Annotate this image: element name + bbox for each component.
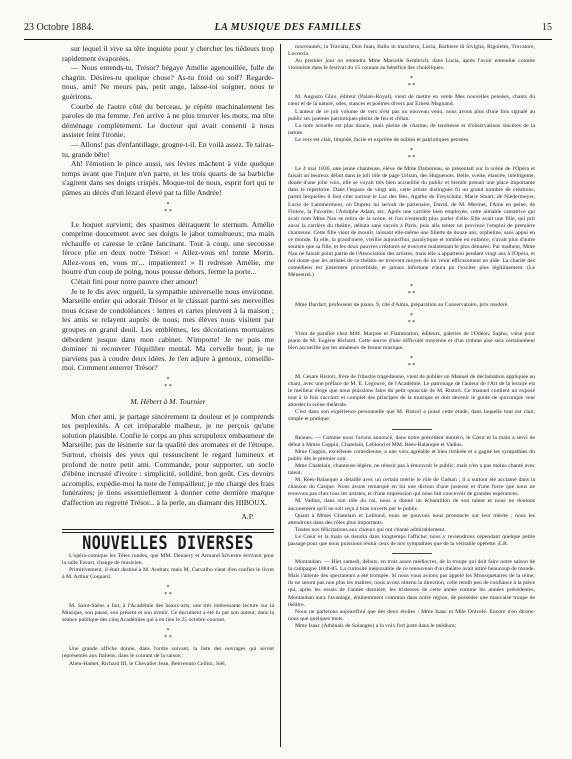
paragraph: Quant à Mmes Chatelain et Leblond, nous ne pouvons nous prononcer sur leur mérite ; nous les attendrons dans des rôles plus importants.	[288, 512, 535, 526]
paragraph: Aben-Hamet, Richard III, le Chevalier Jean, Benvenuto Cellini, Joël,	[69, 660, 227, 667]
section-asterism: * * *	[164, 628, 172, 642]
section-asterism: * * *	[407, 355, 416, 369]
paragraph: Toutes nos félicitations aux chœurs qui ont chanté admirablement.	[295, 526, 446, 533]
paragraph: Je te le dis avec orgueil, la sympathie universelle nous environne. Marseille entier qui adorait Trésor et le classait parmi ses merveilles nous écrase de condoléances : lettres et cartes pleuvent à la maison ; les amis se relayent auprès de nous; mes élèves nous visitent par groupes en grand deuil. Les emblèmes, les décorations mortuaires débordent jusque dans mon cabinet. N'importe! Je ne puis me dominer ni recouvrer l'équilibre mental. Ma cervelle bout; je ne parviens pas à coudre deux idées. Je t'en adjure à genoux, conseille-moi. Comment enterrer Trésor?	[62, 286, 274, 373]
paragraph: Rennes. — Comme nous l'avons annoncé, dans notre précédent numéro, le Cœur et la main a servi de début à Mmes Coppin, Chatelain, Leblond et MM. Rèes-Balanque et Vadius.	[288, 434, 535, 448]
paragraph: C'était fini pour notre pauvre cher amour!	[71, 277, 198, 287]
paragraph: Une grande affiche donne, dans l'ordre suivant, la liste des ouvrages qui seront représentés aux Italiens, dans le courant de la saison :	[62, 646, 274, 660]
paragraph: Vient de paraître chez MM. Marpon et Flammarion, éditeurs, galeries de l'Odéon, Sapho, valse pour piano de M. Eugène Richard. Cette œuvre d'une difficulté moyenne et d'un rythme aisé sera certainement bien accueillie par les amateurs de bonne musique.	[288, 330, 535, 351]
paragraph: Le 4 mai 1836, une jeune chanteuse, élève de Mme Damoreau, se présentait sur la scène de l'Opéra et faisait un heureux début dans le joli rôle de page Urbain, des Huguenots. Belle, svelte, élancée, intelligente, douée d'une jolie voix, elle se voyait très bien accueillie du public et bientôt prenait une place importante dans le répertoire. Dans l'espace de vingt ans, cette artiste distinguée fit un grand nombre de créations, parmi lesquelles il faut citer surtout le Lac des fées, Agathe du Freyschütz, Marie Stuart, de Niedermeyer, Lucie de Lammermoor, où Duprez lui servait de partenaire, David, de M. Mermet, l'Ame en peine, de Flotow, la Favorite, l'Adolphe Adam, etc. Après une carrière bien employée, cette aimable cantatrice qui avait nom Mme Nau se retira de la scène, et l'on n'entendit plus parler d'elle. Elle avait une fille, qui prit aussi la carrière du théâtre, débuta sans succès à Paris, puis alla tenter un province l'emploi de première chanteuse. Cette fille vient de mourir, laissant elle-même une fillette de douze ans, orpheline, sans appui en ce monde. Et elle, la grand'mère, vieillie aujourd'hui, paralytique et tombée en enfance, n'avait plus d'autre soutien que sa fille, et les deux pauvres créatures se trouvent maintenant le plus dénuées. Par malheur, Mme Nau ne faisait point partie de l'Association des artistes; mais elle a appartenu pendant vingt ans à l'Opéra, et nul doute que les artistes de ce théâtre ne trouvent moyen de lui venir efficacement en aide. La charité des comédiens est justement proverbiale, et jamais infortune n'aura pu l'exciter plus légitimement. (Le Ménestrel.)	[288, 166, 535, 279]
paragraph: C'est dans son expérience personnelle que M. Ristori a puisé cette étude, dans laquelle tout est clair, simple et pratique.	[288, 409, 535, 423]
author-signature: A.P.	[241, 511, 254, 521]
paragraph: Montauban. — Hier samedi, débuts, en trois assez médiocres, de la troupe qui doit faire notre saison de la campagne 1884-85. La curiosité inépuisable de ce renouveau d'un théâtre avait attiré beaucoup de monde. Mais l'attente des spectateurs a été trompée. Si nous vous avions pas appelé les Mousquetaires de la reine; ils ne seront pas non plus les maîtres; nous avons obtenu la direction, celle rendit peu de confiance à la pièce qui, après les essais de l'année dernière; les tristesses de cette année comme les années précédentes, Montauban aura l'avantage, éminemment commun dans notre région, de posséder une mauvaise troupe de théâtre.	[288, 559, 535, 608]
section-title: NOUVELLES DIVERSES	[82, 531, 254, 555]
news-items	[62, 553, 274, 668]
paragraph: La note actuelle est plus douce, mais pleine de charme, de tendresse et d'observations sincères de la nature.	[288, 122, 535, 136]
header-rule	[24, 39, 552, 40]
paragraph: Mme Dardart, professeur de piano, 9, cité d'Alma, préparation au Conservatoire, prix modéré.	[295, 301, 509, 308]
column-divider	[280, 44, 281, 747]
paragraph: M. Rèes-Balanque a détaillé avec un certain mérite le rôle de Gaëtan ; il a surtout été acclamé dans la chanson du Casque. Nous avons remarqué en lui une diction d'une justesse et d'une force que nous ne trouvons pas chez tous les artistes, et d'une impression qui nous fait concevoir de grandes espérances.	[288, 477, 535, 498]
paragraph: nouveautés; la Traviata, Don Juan, Ballo in maschera, Lucia, Barbiere di Siviglia, Rigoletto, Trovatore, Lucrezia.	[288, 44, 535, 58]
story-part-3	[62, 412, 274, 508]
paragraph: Mme Coppin, excellente comédienne, a une voix agréable et bien timbrée et a gagné les sympathies du public dès le premier soir.	[288, 448, 535, 462]
section-asterism: * * *	[407, 312, 416, 326]
paragraph: M. Cesare Ristori, frère de l'illustre tragédienne, vient de publier un Manuel de déclamation appliquée au chant, avec une préface de M. E. Legouvé, de l'Académie. Le patronage de l'auteur de l'Art de la lecture est le meilleur éloge que nous puissions faire du petit opuscule de M. Ristori. Ce manuel contient un exposé tout à la fois succinct et complet des principes de la musique et doit devenir le guide de quiconque veut aborder la scène théâtrale.	[288, 373, 535, 409]
paragraph: Primitivement, il était destiné à M. Audran; mais M. Carvalho vient d'en confier le livret à M. Arthur Coquard.	[62, 566, 274, 580]
section-asterism: * * *	[164, 377, 172, 390]
header-title: LA MUSIQUE DES FAMILLES	[214, 22, 362, 33]
letter-heading: M. Hébert à M. Tournier	[130, 397, 206, 406]
page-number: 15	[542, 22, 552, 33]
paragraph: Le vers est clair, limpide, facile et exprime de nobles et patriotiques pensées.	[295, 136, 470, 143]
section-asterism: * * *	[407, 283, 416, 297]
paragraph: L'opéra-comique les Têtes rondes, que MM. Dennery et Armand Silvestre écrivent pour la salle Favart, change de musicien.	[62, 552, 274, 566]
paragraph: L'auteur de ce joli volume de vers n'est pas un nouveau venu, nous avons plus d'une fois signalé au public ses poèmes patriotiques pleins de feu et d'élan.	[288, 108, 535, 122]
right-column	[288, 44, 535, 747]
paragraph: Mme Isaac (Athénaïs de Solanges) a la voix fort juste dans le médium;	[295, 622, 457, 629]
paragraph: M. Vadius, dans son rôle du roi, nous a donné un échantillon de son talent et nous ne doutons aucunement qu'il ne soit reçu à bras ouverts par le public.	[288, 498, 535, 512]
page-header	[24, 22, 552, 38]
paragraph: Nous ne parlerons aujourd'hui que des deux étoiles : Mme Isaac et Mlle Onivelé. Encore n'en dirons-nous que quelques mots.	[288, 608, 535, 622]
section-asterism: * * *	[164, 201, 172, 215]
separator-rule	[392, 553, 432, 554]
paragraph: Le hoquet survient; des spasmes détraquent le sternum. Amélie comprime doucement avec ses doigts le jabot tumultueux; ma main réchauffe et caresse le crâne lancinant. Tout à coup, une secousse féroce plie en deux notre Trésor: « Allez-vous en! tonne Morin. Allez-vous en, vous m'... impatientez! » Il redresse Amélie, me bourre d'un coup de poing, nous pousse dehors, ferme la porte...	[62, 219, 274, 277]
paragraph: — Nous entends-tu, Trésor? bégaye Amélie agenouillée, folle de chagrin. Désires-tu quelque chose? As-tu froid ou soif? Regarde-nous, ami! Ne meurs pas, petit ange, laisse-toi soigner, nous te guérirons.	[62, 63, 274, 101]
header-date: 23 Octobre 1884.	[24, 22, 94, 33]
paragraph: Courbé de l'autre côté du berceau, je répète machinalement les paroles de ma femme. J'en arrive à ne plus trouver les mots; ma tête déménage complètement. Le docteur qui avait consenti à nous assister feint l'ironie.	[62, 101, 274, 140]
paragraph: Au premier jour on entendra Mme Marcelle Sembrich, dans Lucia, après l'avoir entendue comme violoniste dans le festival du 15 courant au bénéfice des cholériques.	[288, 58, 535, 72]
separator-rule	[392, 429, 432, 430]
paragraph: — Allons! pas d'enfantillage, grogne-t-il. En voilà assez. Te tairas-tu, grande bête!	[62, 139, 274, 159]
paragraph: M. Augusto Ghio, éditeur (Palais-Royal), vient de mettre en vente Mes nouvelles pensées, chants du cœur et de la nature, odes, stances et poèmes divers par Ernest Magnand.	[288, 94, 535, 108]
section-asterism: * * *	[164, 585, 172, 599]
paragraph: Mon cher ami, je partage sincèrement ta douleur et je comprends tes perplexités. A cet irréparable malheur, je ne perçois qu'une solution plausible. Confie le corps au plus scrupuleux embaumeur de Marseille; pas de lésinerie sur la qualité des aromates et de l'étoupe. Surtout, choisis des yeux qui ressuscitent le regard lumineux et profond de notre petit ami. Commande, pour supporter, un socle d'ébène incrusté d'ivoire : simplicité, solidité, bon goût. Ces devoirs accomplis, expédie-moi la note de l'empailleur, je me charge des frais funéraires; je tiens essentiellement à donner cette dernière marque d'affection au regretté Trésor... à la perle, au diamant des HIBOUX.	[62, 411, 274, 507]
section-asterism: * * *	[407, 76, 416, 90]
paragraph: Le Cœur et la main se tiendra dans longtemps l'affiche; nous y reviendrons cependant quelque petite passage pour que nous puissions réunir ceux de nos sympathies que de la véritable opérette. E.R.	[288, 533, 535, 547]
section-asterism: * * *	[407, 148, 416, 162]
left-column	[62, 44, 274, 747]
paragraph: Mme Chatelain, chanteuse légère, ne réussit pas à émouvoir le public, mais n'en a pas moins chanté avec talent.	[288, 462, 535, 477]
paragraph: Ah! l'émotion le pince aussi, ses lèvres mâchent à vide quelque temps avant que l'injure n'en parte, et les trois quarts de sa barbiche s'agitent dans ses doigts crispés. Moque-toi de nous, esprit fort qui te pâmes au décès d'un lézard élevé par ta fille Andrée!	[62, 159, 274, 197]
paragraph: M. Saint-Saëns a fait, à l'Académie des beaux-arts, une très intéressante lecture sur la Musique, son passé, son présent et son avenir. Ce document a été lu par son auteur, dans la séance publique des cinq Académies qui a eu lieu le 25 octobre courant.	[62, 603, 274, 624]
story-part-2	[62, 220, 274, 374]
story-part-1	[62, 44, 274, 198]
paragraph: sur lequel il vive sa tête inquiète pour y chercher les tièdeurs trop rapidement évaporées.	[62, 44, 274, 63]
